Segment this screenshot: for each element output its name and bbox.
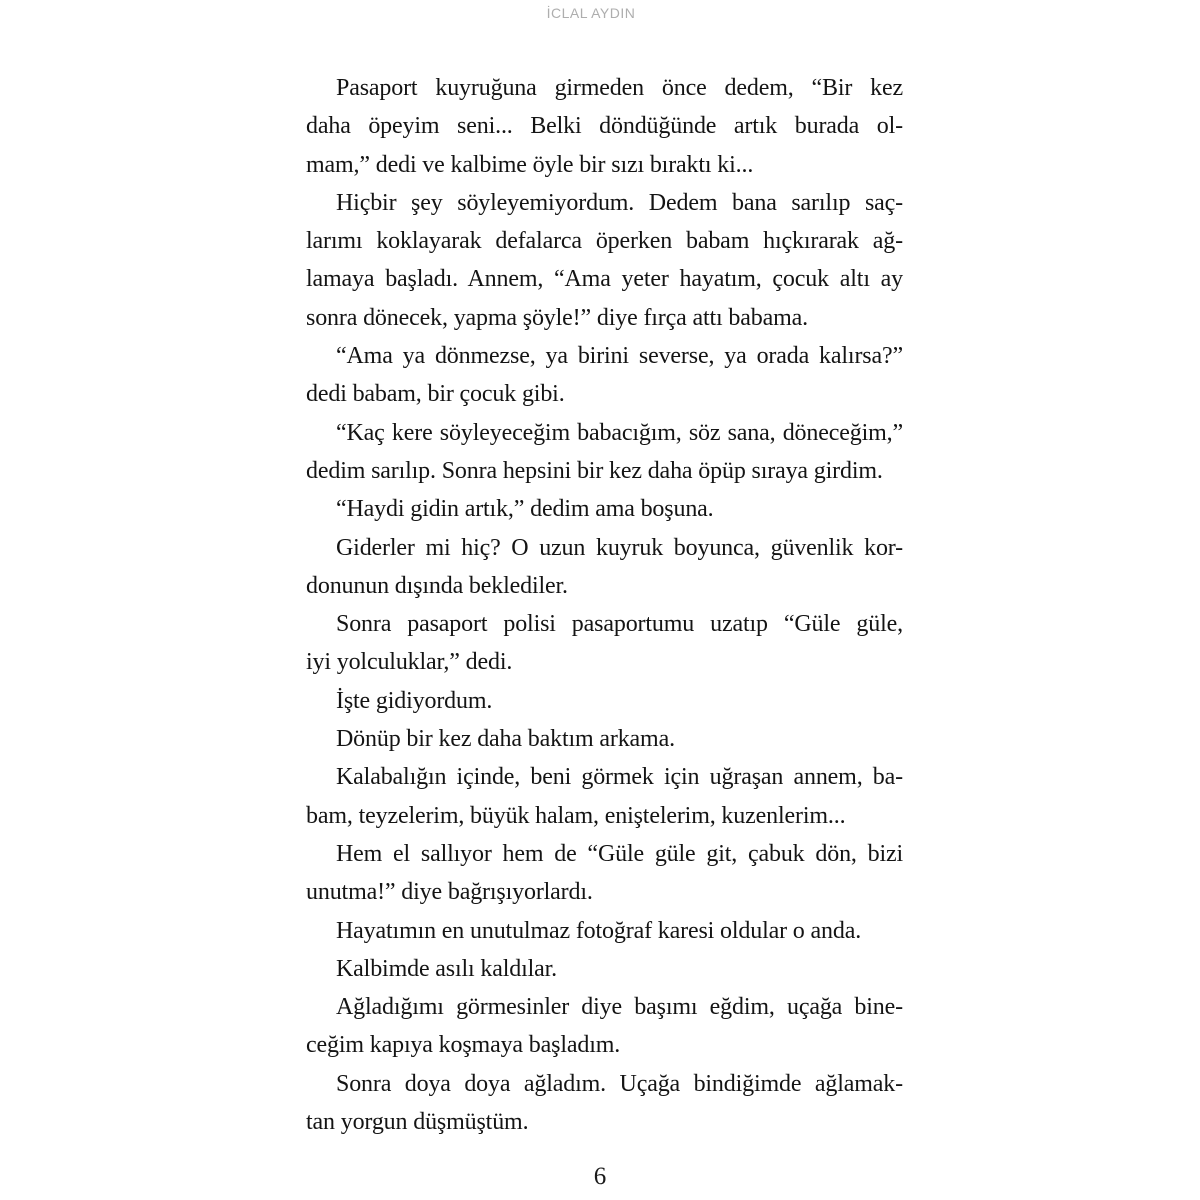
text-line: “Haydi gidin artık,” dedim ama boşuna.	[336, 496, 714, 523]
text-line: dedim sarılıp. Sonra hepsini bir kez daha öpüp sıraya girdim.	[306, 457, 883, 484]
text-line: “Ama ya dönmezse, ya birini severse, ya orada kalırsa?”	[336, 343, 903, 370]
text-line: Hiçbir şey söyleyemiyordum. Dedem bana sarılıp saç-	[336, 189, 903, 216]
page-number: 6	[593, 1163, 607, 1190]
text-line: unutma!” diye bağrışıyorlardı.	[306, 879, 593, 906]
text-line: Giderler mi hiç? O uzun kuyruk boyunca, güvenlik kor-	[336, 534, 903, 561]
text-line: Ağladığımı görmesinler diye başımı eğdim, uçağa bine-	[336, 994, 903, 1021]
text-line: lamaya başladı. Annem, “Ama yeter hayatım, çocuk altı ay	[306, 266, 903, 293]
text-line: iyi yolculuklar,” dedi.	[306, 649, 513, 676]
text-line: Kalbimde asılı kaldılar.	[336, 955, 558, 982]
text-line: larımı koklayarak defalarca öperken babam hıçkırarak ağ-	[306, 228, 903, 255]
text-line: donunun dışında beklediler.	[306, 572, 568, 599]
text-line: bam, teyzelerim, büyük halam, eniştelerim, kuzenlerim...	[306, 802, 846, 829]
text-line: sonra dönecek, yapma şöyle!” diye fırça attı babama.	[306, 304, 808, 331]
text-line: Pasaport kuyruğuna girmeden önce dedem, “Bir kez	[336, 75, 903, 101]
text-line: Hayatımın en unutulmaz fotoğraf karesi oldular o anda.	[336, 917, 862, 944]
text-line: Sonra pasaport polisi pasaportumu uzatıp “Güle güle,	[336, 611, 903, 638]
page-text	[306, 69, 903, 1141]
text-line: Kalabalığın içinde, beni görmek için uğraşan annem, ba-	[336, 764, 903, 791]
text-line: İşte gidiyordum.	[336, 687, 493, 714]
running-header-author: İCLAL AYDIN	[546, 5, 636, 21]
text-line: daha öpeyim seni... Belki döndüğünde artık burada ol-	[306, 113, 903, 140]
text-line: dedi babam, bir çocuk gibi.	[306, 381, 565, 408]
text-line: Hem el sallıyor hem de “Güle güle git, çabuk dön, bizi	[336, 840, 903, 867]
text-line: tan yorgun düşmüştüm.	[306, 1109, 529, 1136]
text-line: “Kaç kere söyleyeceğim babacığım, söz sana, döneceğim,”	[336, 419, 903, 446]
text-line: Sonra doya doya ağladım. Uçağa bindiğimde ağlamak-	[336, 1070, 903, 1097]
text-line: Dönüp bir kez daha baktım arkama.	[336, 726, 675, 753]
text-line: ceğim kapıya koşmaya başladım.	[306, 1032, 621, 1059]
text-line: mam,” dedi ve kalbime öyle bir sızı bıraktı ki...	[306, 151, 754, 178]
